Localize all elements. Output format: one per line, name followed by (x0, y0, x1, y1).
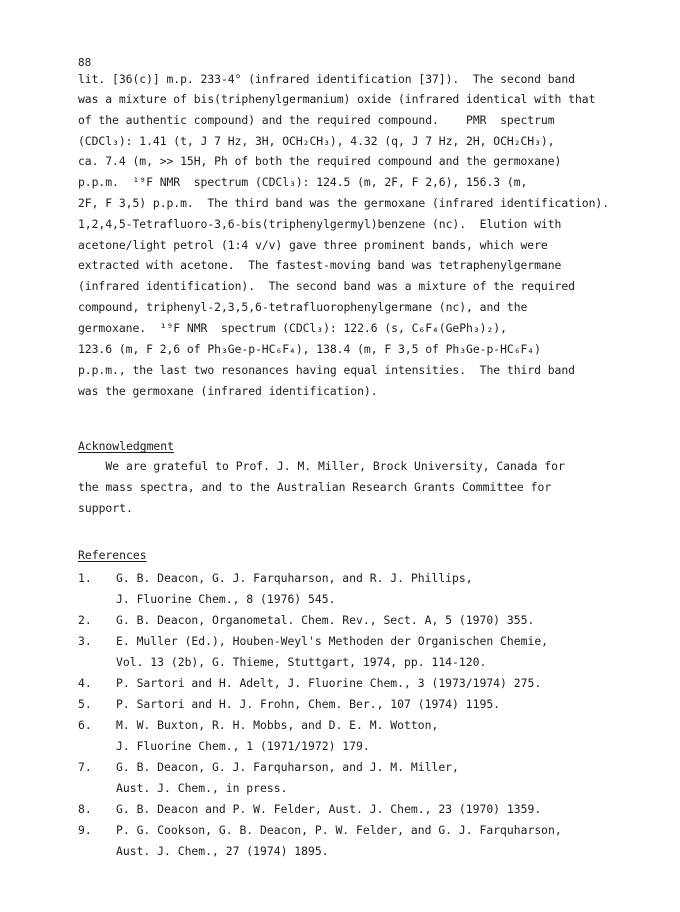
reference-text: J. Fluorine Chem., 8 (1976) 545. (116, 592, 336, 606)
page-number: 88 (78, 56, 92, 69)
body-line: 1,2,4,5-Tetrafluoro-3,6-bis(triphenylgermyl)benzene (nc). Elution with (78, 217, 562, 231)
reference-text: G. B. Deacon, G. J. Farquharson, and J. M. Miller, (116, 760, 459, 774)
reference-text: G. B. Deacon, Organometal. Chem. Rev., Sect. A, 5 (1970) 355. (116, 613, 535, 627)
body-line: ca. 7.4 (m, >> 15H, Ph of both the required compound and the germoxane) (78, 154, 562, 168)
reference-number: 3. (78, 634, 92, 648)
body-line: germoxane. ¹⁹F NMR spectrum (CDCl₃): 122.6 (s, C₆F₄(GePh₃)₂), (78, 321, 507, 335)
reference-text: Vol. 13 (2b), G. Thieme, Stuttgart, 1974, pp. 114-120. (116, 655, 487, 669)
reference-number: 2. (78, 613, 92, 627)
body-line: (CDCl₃): 1.41 (t, J 7 Hz, 3H, OCH₂CH₃), 4.32 (q, J 7 Hz, 2H, OCH₂CH₃), (78, 134, 555, 148)
body-line: lit. [36(c)] m.p. 233-4° (infrared identification [37]). The second band (78, 72, 575, 86)
body-line: 2F, F 3,5) p.p.m. The third band was the germoxane (infrared identification). (78, 196, 610, 210)
reference-number: 7. (78, 760, 92, 774)
reference-number: 9. (78, 823, 92, 837)
body-line: 123.6 (m, F 2,6 of Ph₃Ge-p-HC₆F₄), 138.4 (m, F 3,5 of Ph₃Ge-p-HC₆F₄) (78, 342, 541, 356)
body-line: extracted with acetone. The fastest-moving band was tetraphenylgermane (78, 258, 562, 272)
reference-number: 4. (78, 676, 92, 690)
acknowledgment-heading: Acknowledgment (78, 439, 175, 453)
acknowledgment-line: support. (78, 501, 133, 515)
reference-number: 8. (78, 802, 92, 816)
body-line: was a mixture of bis(triphenylgermanium) oxide (infrared identical with that (78, 92, 596, 106)
body-line: (infrared identification). The second band was a mixture of the required (78, 279, 575, 293)
reference-number: 6. (78, 718, 92, 732)
reference-number: 1. (78, 571, 92, 585)
reference-text: G. B. Deacon, G. J. Farquharson, and R. J. Phillips, (116, 571, 473, 585)
reference-text: P. Sartori and H. Adelt, J. Fluorine Chem., 3 (1973/1974) 275. (116, 676, 542, 690)
acknowledgment-line: the mass spectra, and to the Australian Research Grants Committee for (78, 480, 552, 494)
reference-text: J. Fluorine Chem., 1 (1971/1972) 179. (116, 739, 370, 753)
reference-text: M. W. Buxton, R. H. Mobbs, and D. E. M. Wotton, (116, 718, 439, 732)
reference-text: Aust. J. Chem., in press. (116, 781, 288, 795)
body-line: was the germoxane (infrared identification). (78, 384, 378, 398)
reference-text: E. Muller (Ed.), Houben-Weyl's Methoden der Organischen Chemie, (116, 634, 549, 648)
reference-number: 5. (78, 697, 92, 711)
body-line: of the authentic compound) and the required compound. PMR spectrum (78, 113, 555, 127)
references-heading: References (78, 548, 147, 562)
reference-text: P. G. Cookson, G. B. Deacon, P. W. Felder, and G. J. Farquharson, (116, 823, 562, 837)
body-line: p.p.m. ¹⁹F NMR spectrum (CDCl₃): 124.5 (m, 2F, F 2,6), 156.3 (m, (78, 175, 528, 189)
acknowledgment-line: We are grateful to Prof. J. M. Miller, Brock University, Canada for (78, 459, 565, 473)
body-line: compound, triphenyl-2,3,5,6-tetrafluorophenylgermane (nc), and the (78, 300, 528, 314)
reference-text: P. Sartori and H. J. Frohn, Chem. Ber., 107 (1974) 1195. (116, 697, 501, 711)
reference-text: G. B. Deacon and P. W. Felder, Aust. J. Chem., 23 (1970) 1359. (116, 802, 542, 816)
body-line: acetone/light petrol (1:4 v/v) gave three prominent bands, which were (78, 238, 548, 252)
body-line: p.p.m., the last two resonances having equal intensities. The third band (78, 363, 575, 377)
reference-text: Aust. J. Chem., 27 (1974) 1895. (116, 844, 329, 858)
